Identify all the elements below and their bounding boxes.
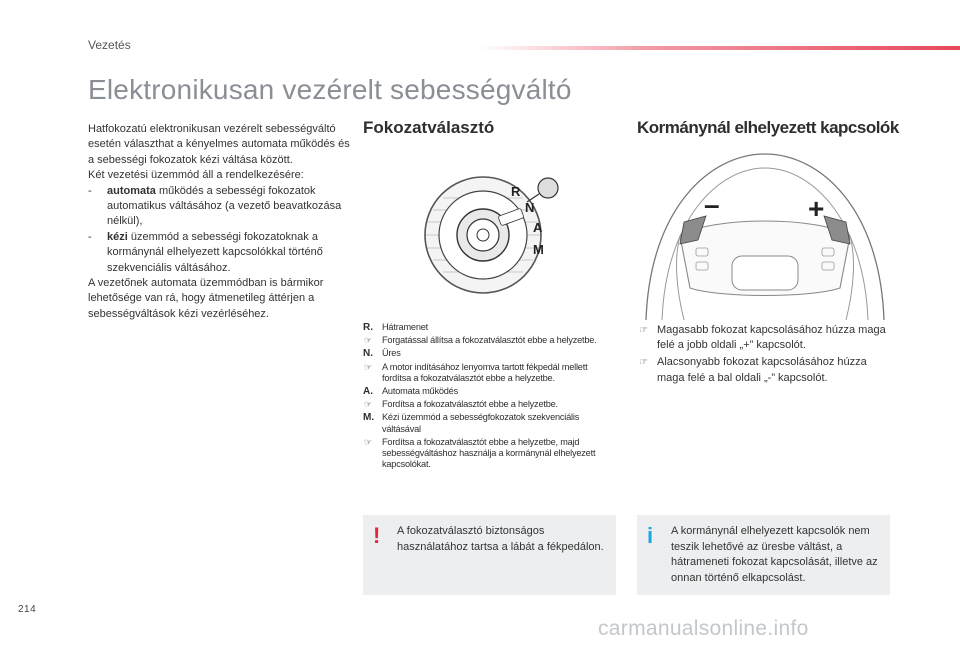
warning-note	[363, 515, 616, 595]
definition-text: A motor indításához lenyomva tartott fékpedál mellett fordítsa a fokozatválasztót ebbe a helyzetbe.	[382, 361, 588, 383]
definition-text: Automata működés	[382, 386, 458, 397]
position-letter: A.	[363, 386, 373, 398]
pointer-icon: ☞	[364, 335, 373, 346]
intro-text	[88, 122, 353, 322]
position-letter: R.	[363, 322, 373, 333]
warning-icon: !	[373, 523, 381, 548]
intro-paragraph: Hatfokozatú elektronikusan vezérelt sebességváltó esetén választhat a kényelmes automata működés és a sebességi fokozatok kézi váltása között.	[88, 123, 350, 166]
selector-heading: Fokozatválasztó	[363, 118, 495, 137]
instruction-row	[637, 355, 889, 385]
instruction-text: Magasabb fokozat kapcsolásához húzza maga felé a jobb oldali „+” kapcsolót.	[657, 324, 886, 352]
mode-name: automata	[107, 184, 156, 197]
warning-text: A fokozatválasztó biztonságos használatához tartsa a lábát a fékpedálon.	[397, 525, 604, 553]
definition-row	[363, 399, 618, 410]
definition-row	[363, 386, 618, 397]
info-icon: i	[647, 523, 654, 548]
header-accent-bar	[480, 46, 960, 50]
pointer-icon: ☞	[639, 325, 648, 336]
pointer-icon: ☞	[639, 357, 648, 369]
instruction-text: Alacsonyabb fokozat kapcsolásához húzza maga felé a bal oldali „-” kapcsolót.	[657, 356, 867, 384]
instruction-row	[637, 323, 889, 353]
definition-text: Kézi üzemmód a sebességfokozatok szekvenciális váltásával	[382, 412, 580, 434]
page-number: 214	[18, 604, 37, 615]
gear-label-m: M	[533, 242, 544, 257]
definition-row	[363, 412, 618, 434]
gear-selector-illustration	[415, 160, 565, 310]
page-title: Elektronikusan vezérelt sebességváltó	[88, 74, 572, 105]
paddle-instructions	[637, 323, 889, 388]
position-letter: M.	[363, 412, 375, 424]
definition-text: Forgatással állítsa a fokozatválasztót ebbe a helyzetbe.	[382, 335, 597, 346]
mode-item-manual	[88, 230, 353, 276]
definition-row	[363, 348, 618, 359]
steering-wheel-illustration	[640, 148, 890, 320]
pointer-icon: ☞	[364, 399, 373, 410]
definition-text: Üres	[382, 348, 401, 359]
info-text: A kormánynál elhelyezett kapcsolók nem teszik lehetővé az üresbe váltást, a hátrameneti fokozat kapcsolását, illetve az onnan történő elkapcsolást.	[671, 525, 878, 584]
selector-definitions	[363, 322, 618, 472]
intro-paragraph: Két vezetési üzemmód áll a rendelkezésére:	[88, 169, 304, 182]
mode-name: kézi	[107, 230, 128, 243]
info-note	[637, 515, 890, 595]
gear-label-a: A	[533, 220, 543, 235]
definition-text: Fordítsa a fokozatválasztót ebbe a helyzetbe, majd sebességváltáshoz használja a kormánynál elhelyezett kapcsolókat.	[382, 436, 596, 470]
pointer-icon: ☞	[364, 361, 373, 372]
definition-row	[363, 322, 618, 333]
gear-label-n: N	[525, 200, 535, 215]
section-label: Vezetés	[88, 38, 131, 52]
definition-text: Fordítsa a fokozatválasztót ebbe a helyzetbe.	[382, 399, 558, 410]
definition-text: Hátramenet	[382, 322, 429, 332]
dash-bullet: -	[88, 184, 92, 197]
definition-row	[363, 362, 618, 384]
paddles-heading: Kormánynál elhelyezett kapcsolók	[637, 118, 899, 137]
position-letter: N.	[363, 348, 373, 360]
dash-bullet: -	[88, 230, 92, 243]
pointer-icon: ☞	[364, 436, 373, 447]
gear-label-r: R	[511, 184, 521, 199]
paddle-plus-label: +	[808, 193, 825, 224]
mode-item-automatic	[88, 184, 353, 230]
watermark: carmanualsonline.info	[598, 617, 809, 640]
definition-row	[363, 335, 618, 346]
mode-description: működés a sebességi fokozatok automatikus váltásához (a vezető beavatkozása nélkül),	[107, 184, 342, 228]
paddle-minus-label: –	[704, 189, 720, 220]
definition-row	[363, 437, 618, 471]
mode-description: üzemmód a sebességi fokozatoknak a kormánynál elhelyezett kapcsolókkal történő szekvenciális váltásához.	[107, 230, 323, 274]
intro-paragraph: A vezetőnek automata üzemmódban is bármikor lehetősége van rá, hogy átmenetileg áttérjen a sebességváltások kézi vezérléséhez.	[88, 277, 324, 320]
